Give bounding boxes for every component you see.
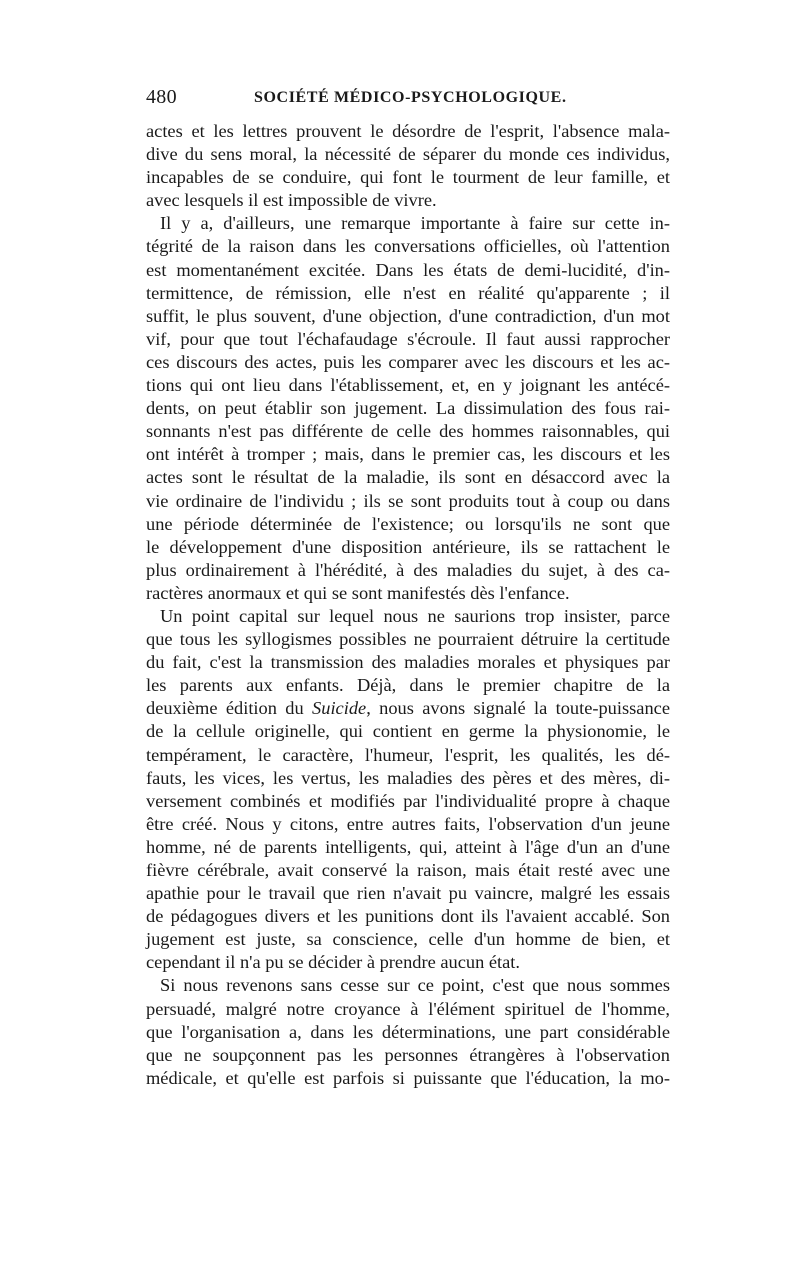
text-line: que ne soupçonnent pas les personnes étrangères à l'observation bbox=[146, 1044, 670, 1065]
text-line: tempérament, le caractère, l'humeur, l'esprit, les qualités, les dé- bbox=[146, 744, 670, 765]
text-line: les parents aux enfants. Déjà, dans le premier chapitre de la bbox=[146, 675, 670, 696]
paragraph-start: Il y a, d'ailleurs, une remarque importante à faire sur cette in- bbox=[160, 213, 670, 234]
text-line: versement combinés et modifiés par l'individualité propre à chaque bbox=[146, 790, 670, 811]
text-line: dents, on peut établir son jugement. La dissimulation des fous rai- bbox=[146, 398, 670, 419]
text-line: actes sont le résultat de la maladie, ils sont en désaccord avec la bbox=[146, 467, 670, 488]
text-line: sonnants n'est pas différente de celle des hommes raisonnables, qui bbox=[146, 421, 670, 442]
text-line: ractères anormaux et qui se sont manifestés dès l'enfance. bbox=[146, 582, 570, 603]
text-line: que l'organisation a, dans les déterminations, une part considérable bbox=[146, 1021, 670, 1042]
text-line: suffit, le plus souvent, d'une objection, d'une contradiction, d'un mot bbox=[146, 305, 670, 326]
text-line: persuadé, malgré notre croyance à l'élément spirituel de l'homme, bbox=[146, 998, 670, 1019]
body-text bbox=[146, 120, 670, 1090]
text-line: une période déterminée de l'existence; ou lorsqu'ils ne sont que bbox=[146, 513, 670, 534]
text-fragment: deuxième édition du bbox=[146, 698, 304, 719]
text-line: de pédagogues divers et les punitions dont ils l'avaient accablé. Son bbox=[146, 906, 670, 927]
text-line: tégrité de la raison dans les conversations officielles, où l'attention bbox=[146, 236, 670, 257]
text-line: fauts, les vices, les vertus, les maladies des pères et des mères, di- bbox=[146, 767, 670, 788]
text-line: dive du sens moral, la nécessité de séparer du monde ces individus, bbox=[146, 144, 670, 165]
text-line: que tous les syllogismes possibles ne pourraient détruire la certitude bbox=[146, 629, 670, 650]
text-line: termittence, de rémission, elle n'est en réalité qu'apparente ; il bbox=[146, 282, 670, 303]
text-line: vif, pour que tout l'échafaudage s'écroule. Il faut aussi rapprocher bbox=[146, 328, 670, 349]
text-line: du fait, c'est la transmission des maladies morales et physiques par bbox=[146, 652, 670, 673]
text-line: médicale, et qu'elle est parfois si puissante que l'éducation, la mo- bbox=[146, 1067, 670, 1088]
text-line: ces discours des actes, puis les comparer avec les discours et les ac- bbox=[146, 351, 670, 372]
page-header bbox=[146, 86, 680, 112]
text-line: jugement est juste, sa conscience, celle d'un homme de bien, et bbox=[146, 929, 670, 950]
page-number: 480 bbox=[146, 86, 177, 108]
text-line: apathie pour le travail que rien n'avait pu vaincre, malgré les essais bbox=[146, 883, 670, 904]
text-line: de la cellule originelle, qui contient en germe la physionomie, le bbox=[146, 721, 670, 742]
text-line: est momentanément excitée. Dans les états de demi-lucidité, d'in- bbox=[146, 259, 670, 280]
text-line: actes et les lettres prouvent le désordre de l'esprit, l'absence mala- bbox=[146, 121, 670, 141]
text-line: incapables de se conduire, qui font le tourment de leur famille, et bbox=[146, 167, 670, 188]
text-line: vie ordinaire de l'individu ; ils se sont produits tout à coup ou dans bbox=[146, 490, 670, 511]
text-line: le développement d'une disposition antérieure, ils se rattachent le bbox=[146, 536, 670, 557]
text-line-with-italic bbox=[146, 697, 670, 720]
text-line: plus ordinairement à l'hérédité, à des maladies du sujet, à des ca- bbox=[146, 559, 670, 580]
italic-title: Suicide bbox=[312, 698, 367, 719]
text-line: ont intérêt à tromper ; mais, dans le premier cas, les discours et les bbox=[146, 444, 670, 465]
text-line: fièvre cérébrale, avait conservé la raison, mais était resté avec une bbox=[146, 860, 670, 880]
text-line: homme, né de parents intelligents, qui, atteint à l'âge d'un an d'une bbox=[146, 836, 670, 857]
running-title: SOCIÉTÉ MÉDICO-PSYCHOLOGIQUE. bbox=[254, 89, 567, 106]
paragraph-start: Un point capital sur lequel nous ne saurions trop insister, parce bbox=[160, 605, 670, 626]
paragraph-start: Si nous revenons sans cesse sur ce point, c'est que nous sommes bbox=[160, 975, 670, 996]
text-fragment: , nous avons signalé la toute-puissance bbox=[366, 698, 670, 719]
text-line: avec lesquels il est impossible de vivre. bbox=[146, 190, 437, 211]
text-line: tions qui ont lieu dans l'établissement, et, en y joignant les antécé- bbox=[146, 375, 670, 396]
text-line: être créé. Nous y citons, entre autres faits, l'observation d'un jeune bbox=[146, 813, 670, 834]
text-line: cependant il n'a pu se décider à prendre aucun état. bbox=[146, 952, 521, 973]
